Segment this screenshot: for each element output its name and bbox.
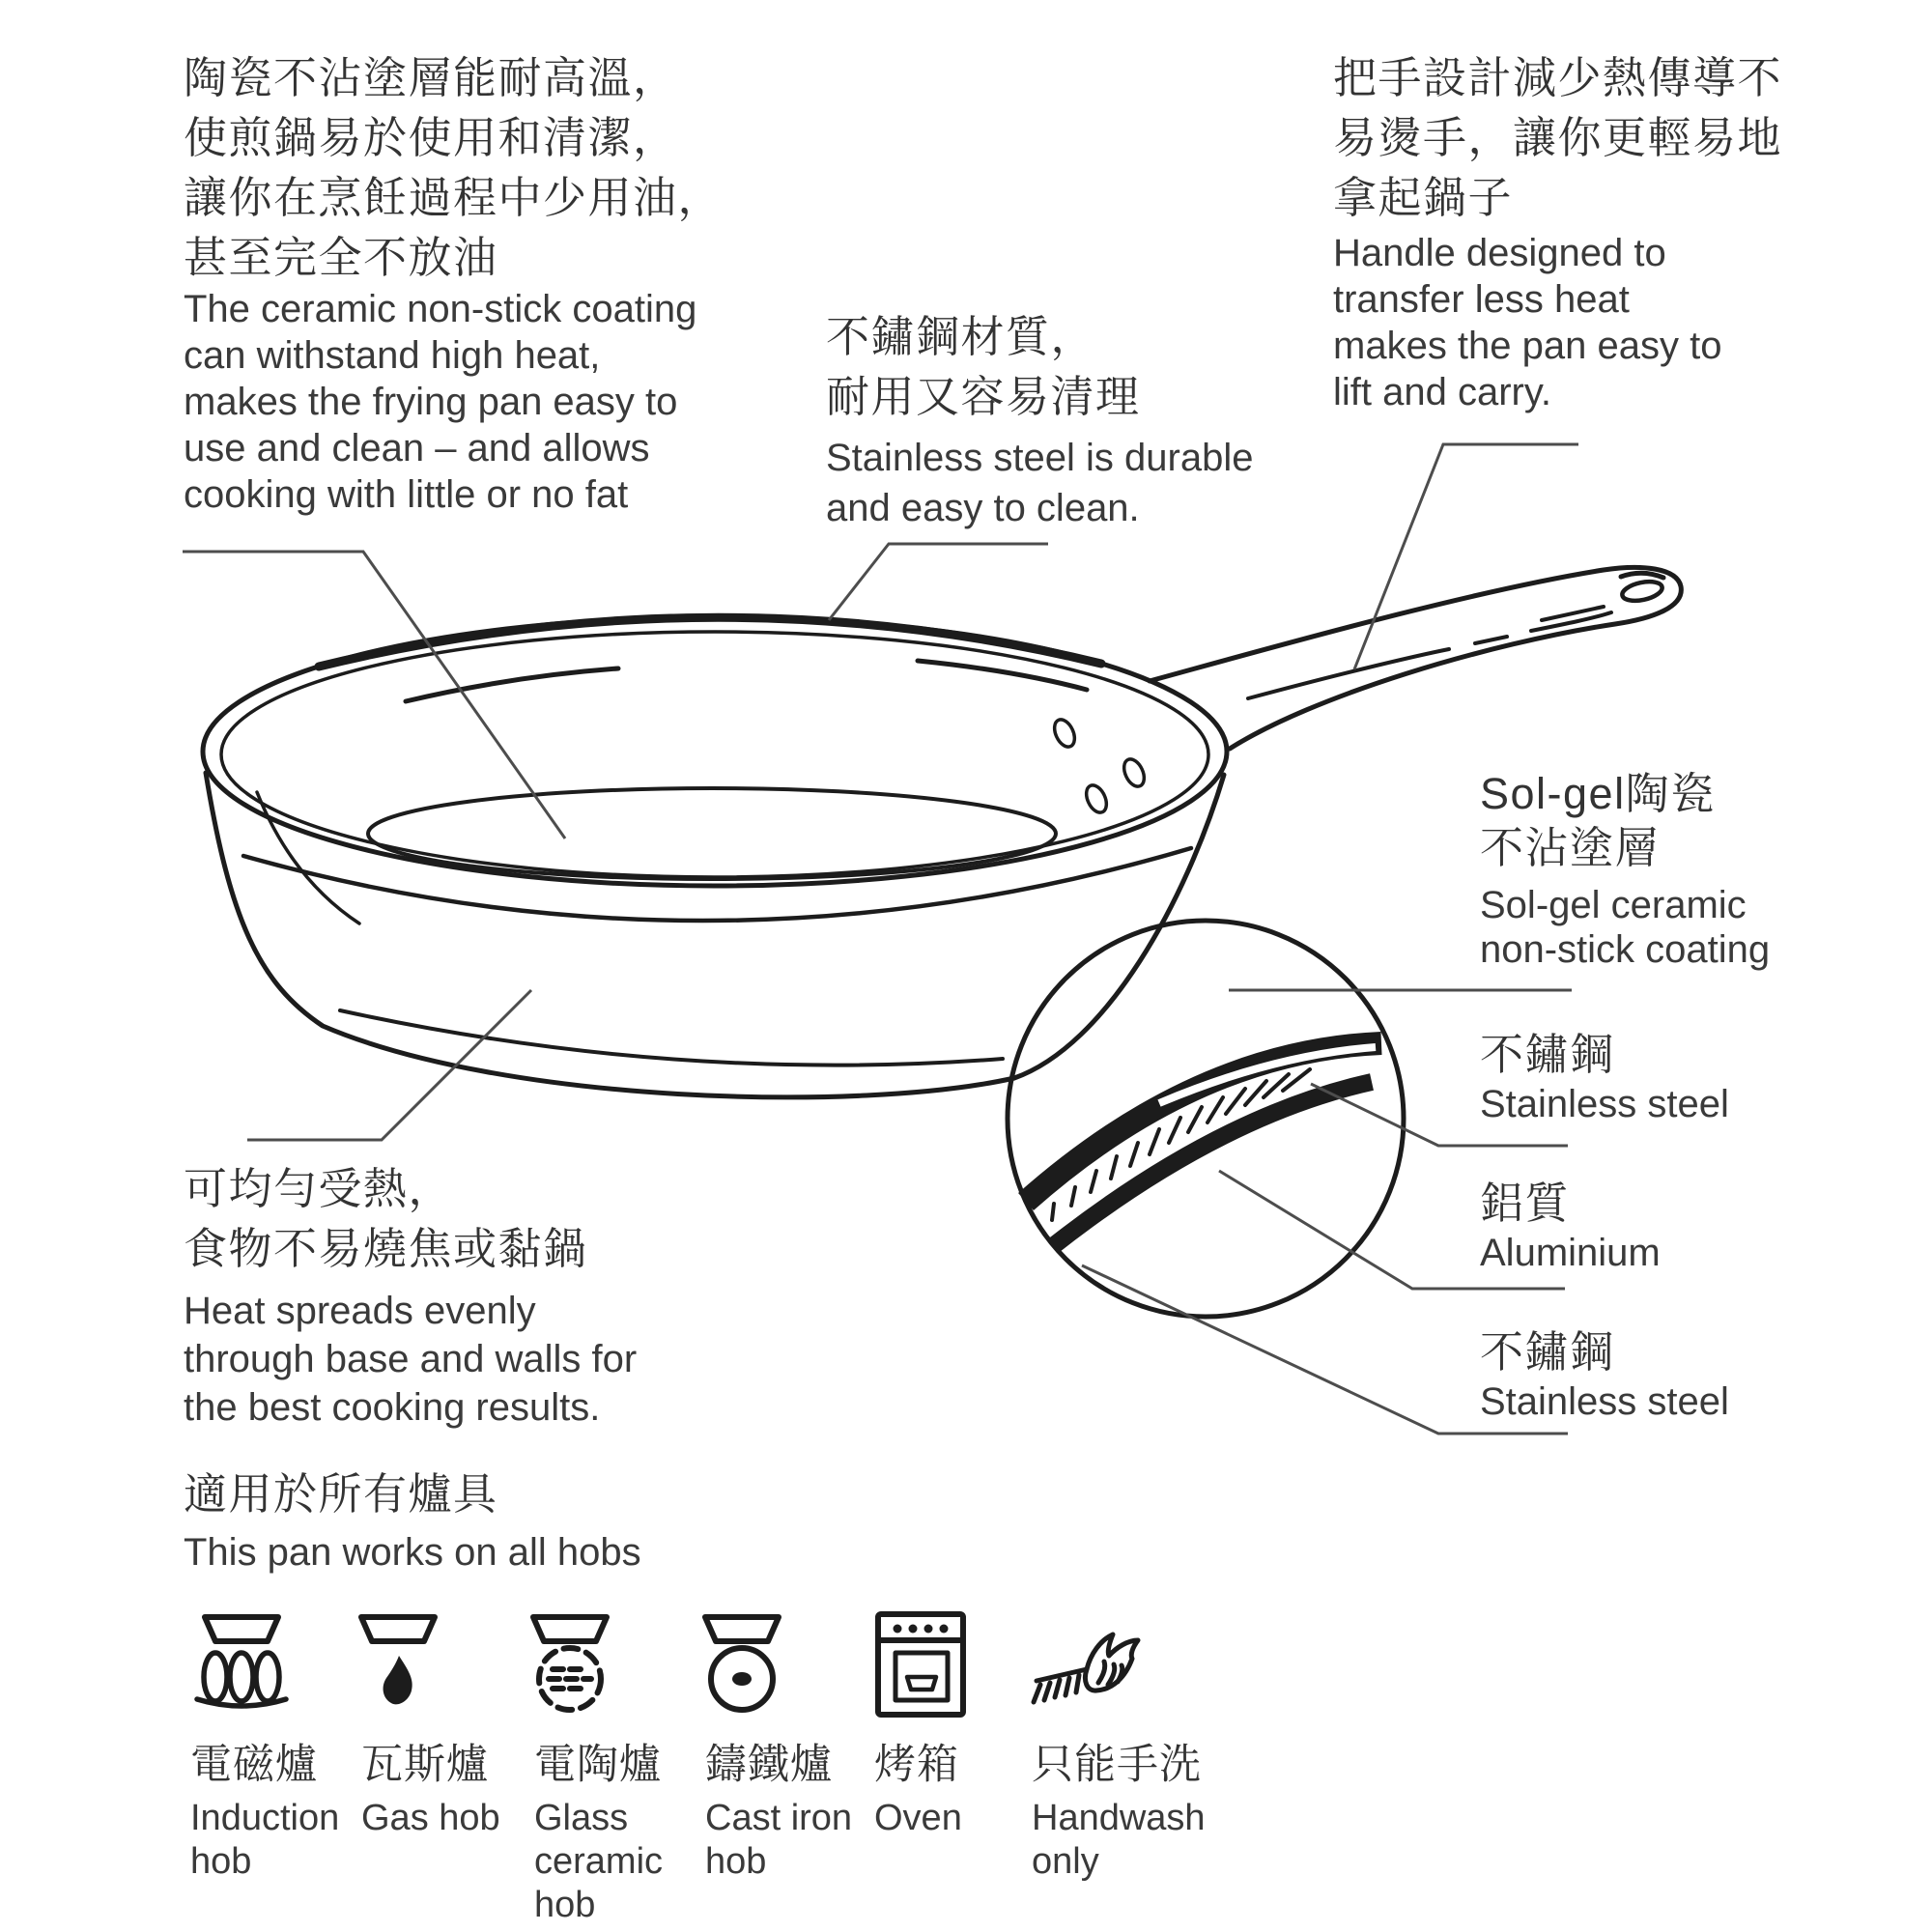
hobs-title-en: This pan works on all hobs: [184, 1531, 641, 1574]
ceramic-note: [184, 48, 723, 288]
zh-line: 易燙手，讓你更輕易地: [1333, 113, 1783, 162]
zh-line: 把手設計減少熱傳導不: [1333, 53, 1783, 102]
zh-line: 耐用又容易清理: [826, 372, 1141, 421]
en-line: Aluminium: [1480, 1232, 1661, 1274]
magnifier-circle: [1008, 921, 1404, 1317]
leader-line-heat: [247, 990, 531, 1140]
layer-label-solgel: [1480, 767, 1770, 972]
heat-note: [184, 1159, 588, 1279]
zh-line: 烤箱: [874, 1742, 959, 1788]
zh-line: 讓你在烹飪過程中少用油，: [184, 173, 724, 222]
en-line: through base and walls for: [184, 1338, 638, 1380]
en-line: Heat spreads evenly: [184, 1290, 536, 1332]
stainless-note: [826, 307, 1141, 427]
zh-line: 拿起鍋子: [1333, 173, 1514, 222]
en-line: hob: [705, 1841, 767, 1882]
en-line: Handwash: [1032, 1798, 1206, 1838]
handwash-only-icon: [1029, 1609, 1145, 1725]
layer-label-stainless-top: [1480, 1028, 1729, 1126]
pan-inner-wall-line: [257, 792, 359, 923]
induction-hob-icon: [184, 1609, 299, 1725]
zh-line: 不鏽鋼: [1480, 1030, 1615, 1079]
gas-hob-icon: [340, 1609, 456, 1725]
en-line: Handle designed to: [1333, 232, 1666, 274]
en-line: Cast iron: [705, 1798, 853, 1838]
en-line: makes the frying pan easy to: [184, 381, 678, 423]
zh-line: 不沾塗層: [1480, 823, 1661, 872]
glass-ceramic-hob-icon: [512, 1609, 628, 1725]
handle-hanging-hole: [1621, 579, 1664, 604]
en-line: transfer less heat: [1333, 278, 1630, 321]
cross-section-bottom-steel-layer: [1053, 1082, 1372, 1246]
zh-line: 電陶爐: [534, 1742, 662, 1788]
pan-body: [206, 773, 1224, 1097]
hob-label-induction: [190, 1741, 339, 1884]
en-line: The ceramic non-stick coating: [184, 288, 697, 330]
en-line: hob: [190, 1841, 252, 1882]
en-line: Stainless steel is durable: [826, 437, 1254, 479]
en-line: makes the pan easy to: [1333, 325, 1722, 367]
zh-line: 甚至完全不放油: [184, 233, 498, 282]
layer-label-stainless-bottom: [1480, 1325, 1729, 1424]
zh-line: 使煎鍋易於使用和清潔，: [184, 113, 678, 162]
pan-handle: [1150, 567, 1681, 749]
pan-rivets: [1051, 717, 1149, 816]
zh-line: 瓦斯爐: [361, 1742, 489, 1788]
hob-label-oven: [874, 1741, 962, 1840]
en-line: use and clean – and allows: [184, 427, 650, 469]
en-line: Glass: [534, 1798, 629, 1838]
en-line: hob: [534, 1885, 596, 1925]
hob-label-gas: [361, 1741, 500, 1840]
en-line: and easy to clean.: [826, 487, 1140, 529]
zh-line: 只能手洗: [1032, 1742, 1202, 1788]
zh-line: 鋁質: [1480, 1179, 1571, 1228]
en-line: Stainless steel: [1480, 1380, 1729, 1423]
cross-section-top-steel-layer: [1026, 1043, 1381, 1202]
hobs-title: [184, 1464, 641, 1580]
hob-label-glass-ceramic: [534, 1741, 663, 1927]
en-line: Oven: [874, 1798, 962, 1838]
en-line: only: [1032, 1841, 1099, 1882]
zh-line: 鑄鐵爐: [705, 1742, 833, 1788]
en-line: Sol-gel ceramic: [1480, 884, 1747, 926]
en-line: the best cooking results.: [184, 1386, 601, 1429]
handle-note-en: [1333, 230, 1721, 415]
en-line: lift and carry.: [1333, 371, 1551, 413]
en-line: cooking with little or no fat: [184, 473, 629, 516]
zh-line: 食物不易燒焦或黏鍋: [184, 1224, 588, 1273]
hobs-title-zh: 適用於所有爐具: [184, 1469, 498, 1519]
zh-line: 不鏽鋼: [1480, 1327, 1615, 1377]
zh-line: 可均勻受熱，: [184, 1164, 454, 1213]
cast-iron-hob-icon: [684, 1609, 800, 1725]
zh-line: 電磁爐: [190, 1742, 318, 1788]
layer-label-aluminium: [1480, 1177, 1661, 1275]
heat-note-en: [184, 1287, 637, 1432]
ceramic-note-en: [184, 286, 696, 518]
en-line: Induction: [190, 1798, 340, 1838]
en-line: Stainless steel: [1480, 1083, 1729, 1125]
pan-rim: [203, 617, 1227, 886]
stainless-note-en: [826, 433, 1253, 533]
leader-line-stainless: [829, 544, 1048, 620]
oven-icon: [863, 1609, 979, 1725]
handle-note: [1333, 48, 1782, 228]
hob-label-handwash: [1032, 1741, 1206, 1884]
en-line: ceramic: [534, 1841, 664, 1882]
en-line: non-stick coating: [1480, 928, 1771, 971]
en-line: can withstand high heat,: [184, 334, 601, 377]
zh-line: 陶瓷不沾塗層能耐高溫，: [184, 53, 678, 102]
hob-label-cast-iron: [705, 1741, 852, 1884]
pan-floor: [368, 788, 1056, 879]
en-line: Gas hob: [361, 1798, 500, 1838]
zh-line: Sol-gel陶瓷: [1480, 769, 1716, 818]
zh-line: 不鏽鋼材質，: [826, 312, 1096, 361]
